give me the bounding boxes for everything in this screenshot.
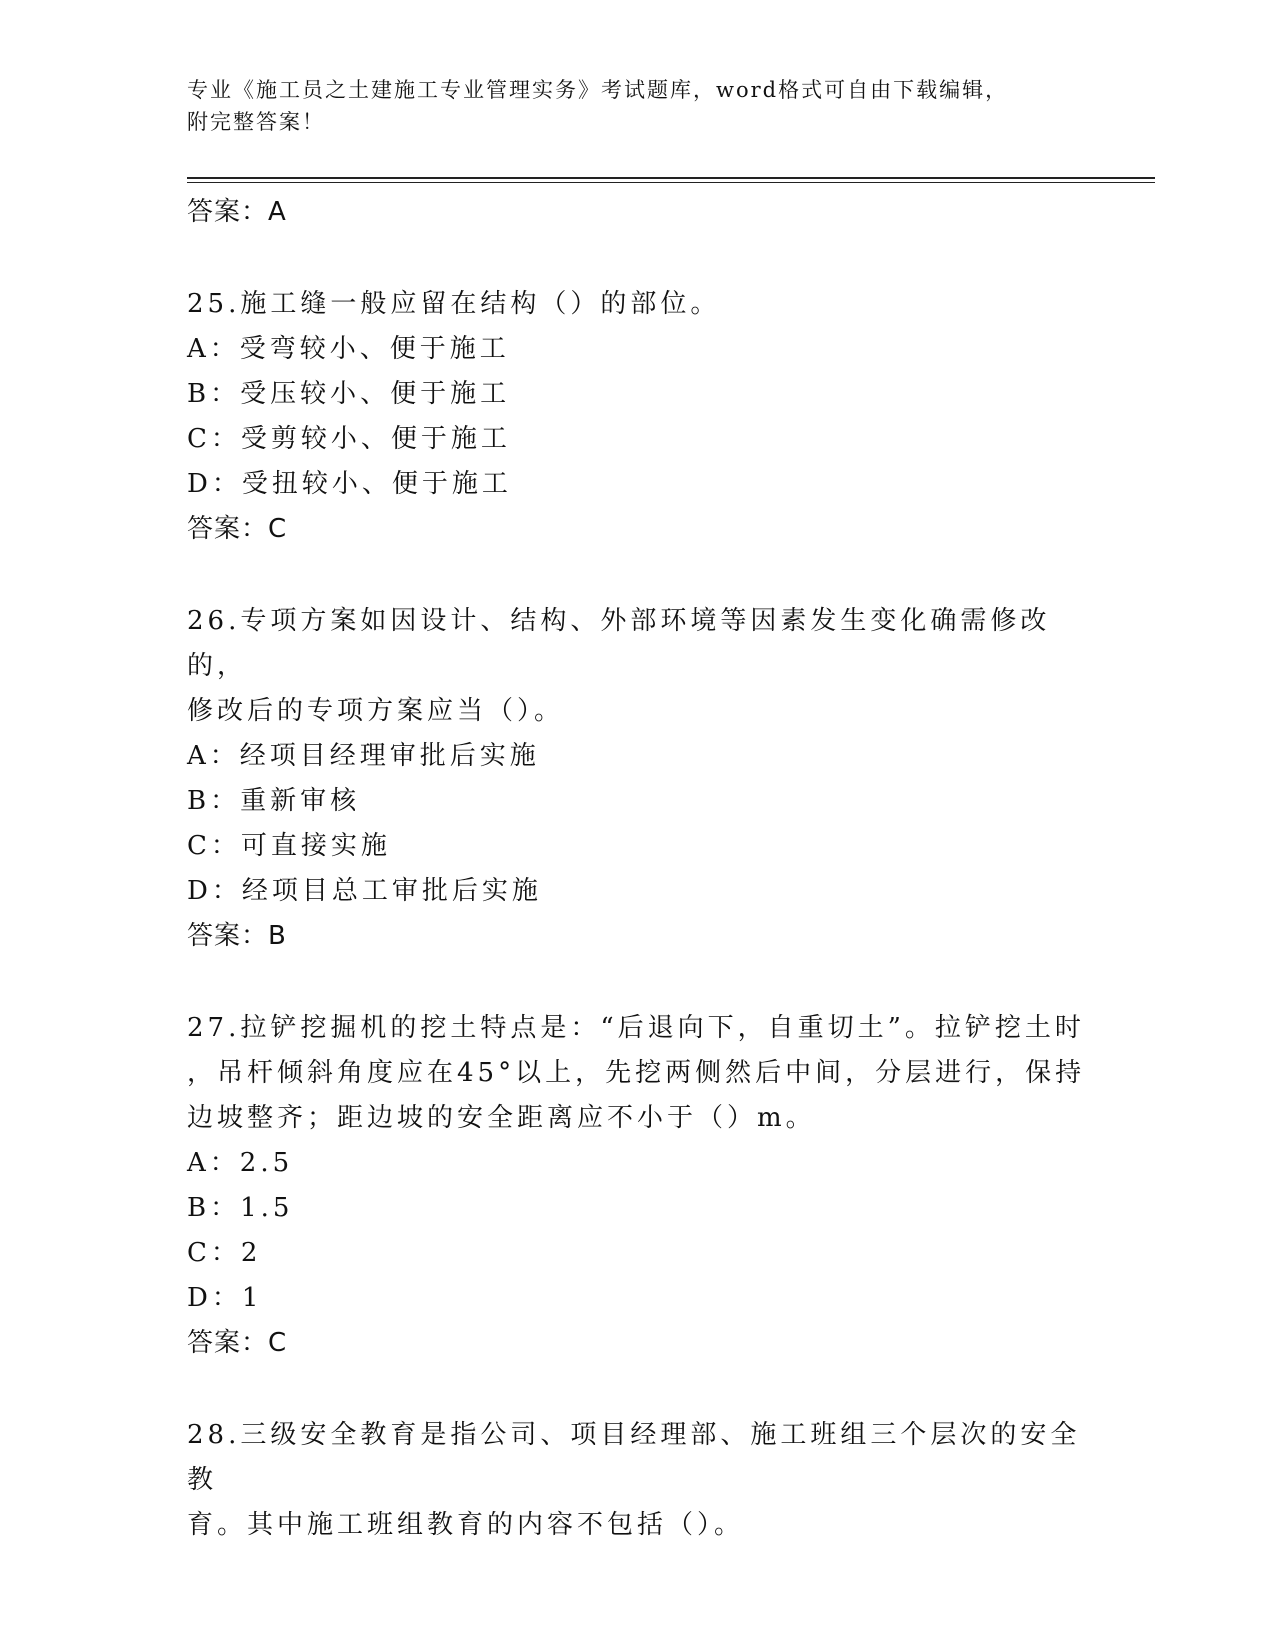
spacer: [187, 958, 1087, 1006]
option-c: C：可直接实施: [187, 831, 391, 861]
question-block-25: [187, 282, 1087, 551]
header-line-2: 附完整答案！: [187, 110, 325, 134]
option-d: D：经项目总工审批后实施: [187, 876, 542, 906]
header-divider: [187, 177, 1155, 183]
question-text-line: 修改后的专项方案应当（）。: [187, 696, 565, 726]
question-text-line: ，吊杆倾斜角度应在45°以上，先挖两侧然后中间，分层进行，保持: [187, 1058, 1086, 1088]
question-block-27: [187, 1006, 1087, 1365]
question-block-28: [187, 1413, 1087, 1548]
question-list: [187, 190, 1087, 1548]
spacer: [187, 1365, 1087, 1413]
question-text-line: 26.专项方案如因设计、结构、外部环境等因素发生变化确需修改的，: [187, 606, 1051, 681]
question-text: 25.施工缝一般应留在结构（）的部位。: [187, 289, 721, 319]
question-text-line: 27.拉铲挖掘机的挖土特点是：“后退向下，自重切土”。拉铲挖土时: [187, 1013, 1085, 1043]
question-answer: 答案：C: [187, 514, 288, 544]
question-block-26: [187, 599, 1087, 958]
previous-answer: 答案：A: [187, 197, 287, 227]
header-line-1: 专业《施工员之土建施工专业管理实务》考试题库，word格式可自由下载编辑，: [187, 78, 1009, 102]
option-b: B：受压较小、便于施工: [187, 379, 511, 409]
option-b: B：重新审核: [187, 786, 361, 816]
option-c: C：2: [187, 1238, 262, 1268]
question-text-line: 边坡整齐；距边坡的安全距离应不小于（）m。: [187, 1103, 816, 1133]
question-answer: 答案：B: [187, 921, 287, 951]
option-b: B：1.5: [187, 1193, 294, 1223]
option-a: A：2.5: [187, 1148, 294, 1178]
document-header: [187, 74, 1067, 138]
option-a: A：经项目经理审批后实施: [187, 741, 540, 771]
spacer: [187, 551, 1087, 599]
option-d: D：1: [187, 1283, 263, 1313]
option-a: A：受弯较小、便于施工: [187, 334, 510, 364]
option-d: D：受扭较小、便于施工: [187, 469, 512, 499]
question-text-line: 28.三级安全教育是指公司、项目经理部、施工班组三个层次的安全教: [187, 1420, 1081, 1495]
question-text-line: 育。其中施工班组教育的内容不包括（）。: [187, 1510, 745, 1540]
question-answer: 答案：C: [187, 1328, 288, 1358]
spacer: [187, 234, 1087, 282]
option-c: C：受剪较小、便于施工: [187, 424, 511, 454]
